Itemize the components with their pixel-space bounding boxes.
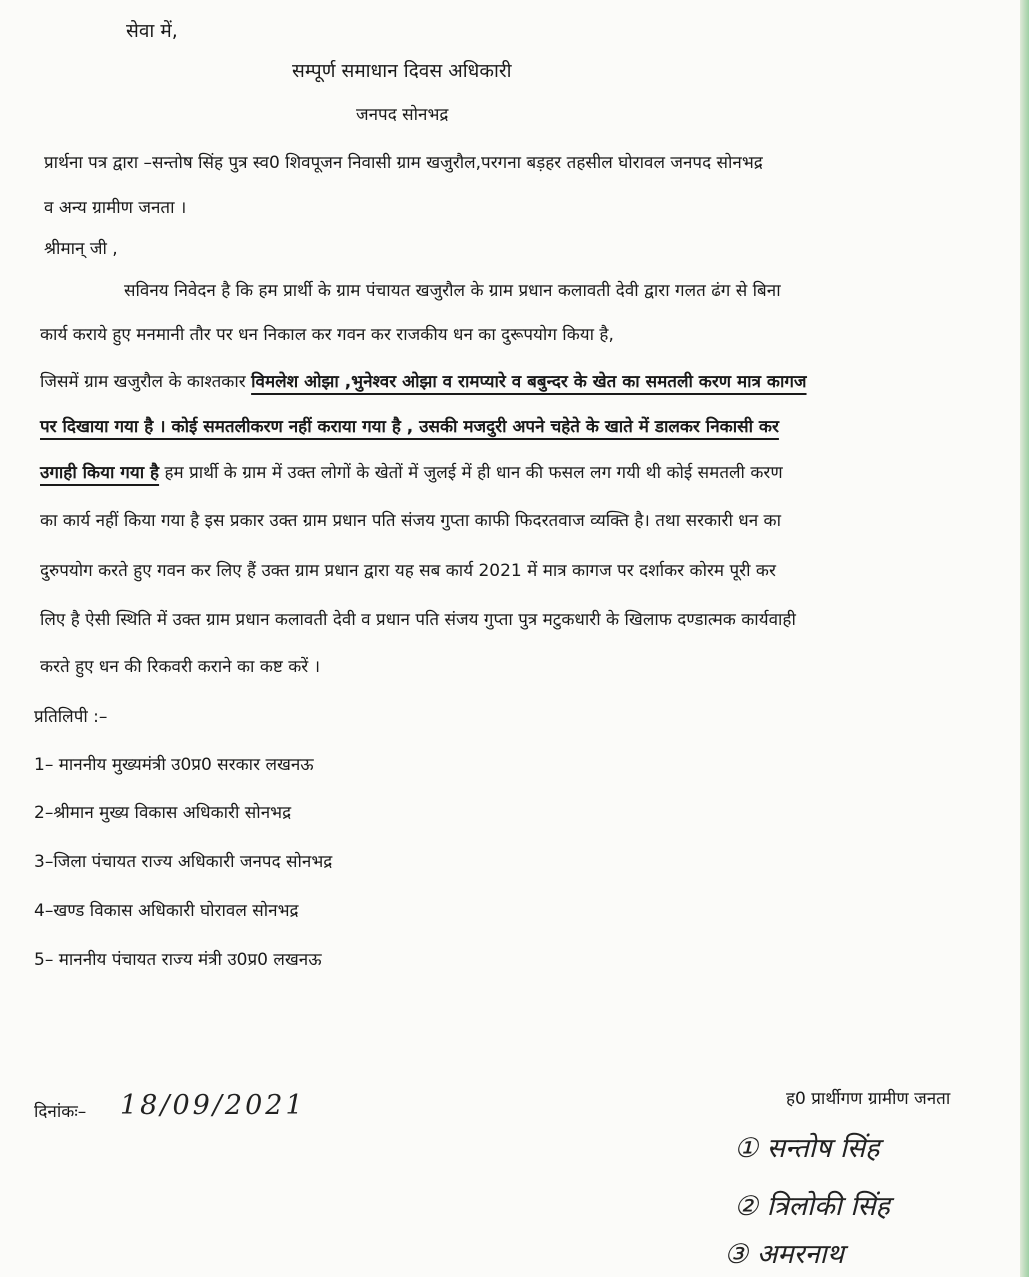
signature-2: ② त्रिलोकी सिंह [734,1191,890,1222]
subject-line-1: प्रार्थना पत्र द्वारा –सन्तोष सिंह पुत्र स्व0 शिवपूजन निवासी ग्राम खजुरौल,परगना बड़हर तहसील घोरावल जनपद सोनभद्र [44,153,763,173]
page-edge [1020,0,1029,1277]
highlighted-farmers: विमलेश ओझा ,भुनेश्वर ओझा व रामप्यारे व बबुन्दर के खेत का समतली करण मात्र कागज [251,372,807,392]
salutation: सेवा में, [126,20,178,42]
highlighted-extortion: उगाही किया गया है [40,463,160,483]
copy-item-4: 4–खण्ड विकास अधिकारी घोरावल सोनभद्र [34,901,299,921]
copy-item-5: 5– माननीय पंचायत राज्य मंत्री उ0प्र0 लखनऊ [34,950,322,970]
greeting: श्रीमान् जी , [44,239,118,259]
body-line-9: करते हुए धन की रिकवरी कराने का कष्ट करें । [40,657,321,677]
body-line-8: लिए है ऐसी स्थिति में उक्त ग्राम प्रधान कलावती देवी व प्रधान पति संजय गुप्ता पुत्र मटुकधारी के खिलाफ दण्डात्मक कार्यवाही [40,610,796,630]
body-line-1: सविनय निवेदन है कि हम प्रार्थी के ग्राम पंचायत खजुरौल के ग्राम प्रधान कलावती देवी द्वारा गलत ढंग से बिना [124,281,781,301]
addressee-title: सम्पूर्ण समाधान दिवस अधिकारी [292,60,512,82]
body-line-7: दुरुपयोग करते हुए गवन कर लिए हैं उक्त ग्राम प्रधान द्वारा यह सब कार्य 2021 में मात्र कागज पर दर्शाकर कोरम पूरी कर [40,561,776,581]
body-line-3 [40,371,807,393]
date-label: दिनांकः– [34,1102,87,1122]
addressee-district: जनपद सोनभद्र [356,105,449,125]
body-line-4: पर दिखाया गया है । कोई समतलीकरण नहीं कराया गया है , उसकी मजदुरी अपने चहेते के खाते में डालकर निकासी कर [40,417,779,437]
body-line-2: कार्य कराये हुए मनमानी तौर पर धन निकाल कर गवन कर राजकीय धन का दुरूपयोग किया है, [40,325,614,345]
body-line-5 [40,462,783,484]
subject-line-2: व अन्य ग्रामीण जनता । [44,198,187,218]
copy-item-2: 2–श्रीमान मुख्य विकास अधिकारी सोनभद्र [34,803,292,823]
copies-heading: प्रतिलिपी :– [34,707,108,727]
body-line-5-rest: हम प्रार्थी के ग्राम में उक्त लोगों के खेतों में जुलई में ही धान की फसल लग गयी थी कोई समतली करण [164,463,783,483]
signature-1: ① सन्तोष सिंह [734,1133,880,1164]
body-line-3-start: जिसमें ग्राम खजुरौल के काश्तकार [40,372,246,392]
signatory: ह0 प्रार्थीगण ग्रामीण जनता [786,1089,951,1109]
body-line-6: का कार्य नहीं किया गया है इस प्रकार उक्त ग्राम प्रधान पति संजय गुप्ता काफी फिदरतवाज व्यक्ति है। तथा सरकारी धन का [40,511,782,531]
copy-item-3: 3–जिला पंचायत राज्य अधिकारी जनपद सोनभद्र [34,852,333,872]
copy-item-1: 1– माननीय मुख्यमंत्री उ0प्र0 सरकार लखनऊ [34,755,314,775]
date-value: 18/09/2021 [120,1090,306,1121]
signature-3: ③ अमरनाथ [724,1239,844,1270]
